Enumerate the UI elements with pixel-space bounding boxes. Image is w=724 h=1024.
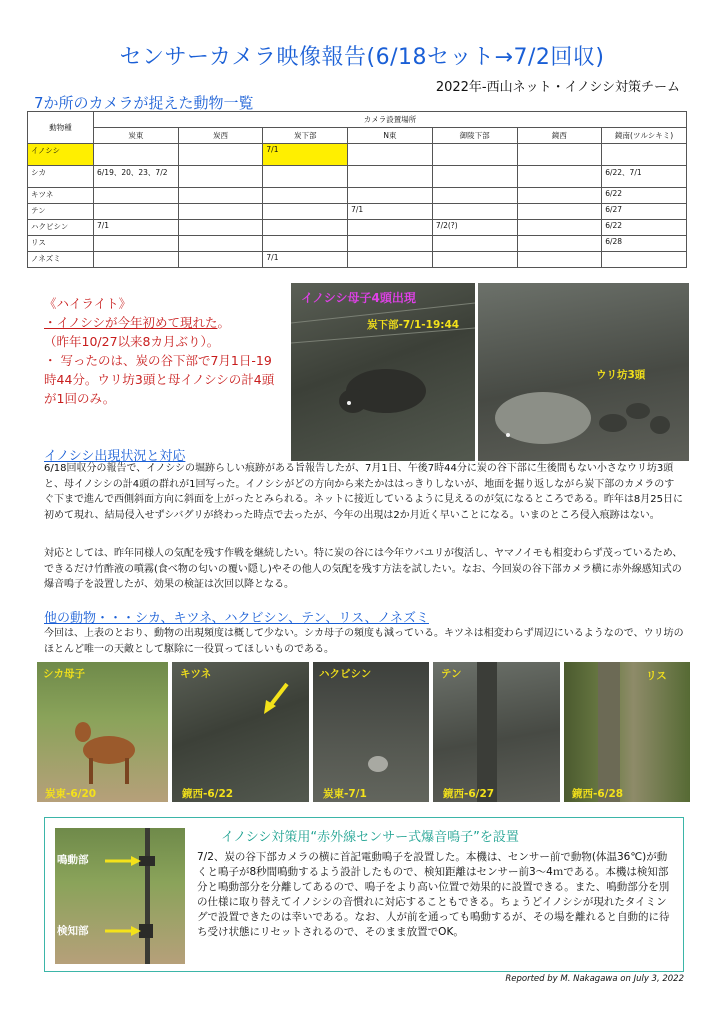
table-row <box>28 188 687 204</box>
table-corner: 動物種 <box>28 112 94 144</box>
section-heading-boar: イノシシ出現状況と対応 <box>44 449 186 464</box>
thumb-place-civet: 炭東-7/1 <box>323 788 367 800</box>
photo-squirrel <box>564 662 690 802</box>
table-cell <box>178 204 263 220</box>
section-others-text: 今回は、上表のとおり、動物の出現頻度は概して少ない。シカ母子の頻度も減っている。キツネは相変わらず周辺にいるようなので、ウリ坊のほとんど唯一の天敵として駆除に一役買ってほしいものである。 <box>44 628 684 655</box>
table-cell <box>94 144 179 166</box>
highlight-title: 《ハイライト》 <box>44 296 132 311</box>
table-cell <box>348 220 433 236</box>
table-cell: 7/1 <box>263 252 348 268</box>
column-header: 鏡南(ツルシキミ) <box>602 128 687 144</box>
thumb-place-fox: 鏡西-6/22 <box>182 788 234 800</box>
thumb-place-marten: 鏡西-6/27 <box>443 788 495 800</box>
table-cell <box>178 188 263 204</box>
table-cell <box>432 204 517 220</box>
table-cell <box>263 204 348 220</box>
row-label: ノネズミ <box>28 252 94 268</box>
tree-trunk <box>433 662 560 802</box>
highlight-line1-end: 。 <box>217 315 230 330</box>
table-header-row <box>28 128 687 144</box>
arrow-icon <box>172 662 309 802</box>
table-cell <box>263 166 348 188</box>
table-cell <box>348 166 433 188</box>
row-label: キツネ <box>28 188 94 204</box>
highlight-line3: ・ 写ったのは、炭の谷下部で7月1日-19時44分。ウリ坊3頭と母イノシシの計4頭が1回のみ。 <box>44 353 275 406</box>
table-cell <box>517 236 602 252</box>
table-cell <box>178 220 263 236</box>
photo-marten <box>433 662 560 802</box>
table-cell <box>178 144 263 166</box>
thumb-place-deer: 炭東-6/20 <box>45 788 97 800</box>
row-label: テン <box>28 204 94 220</box>
photo-caption-main: イノシシ母子4頭出現 <box>301 291 416 305</box>
photo-device <box>55 828 185 964</box>
thumb-label-civet: ハクビシン <box>319 668 372 680</box>
table-cell <box>348 188 433 204</box>
boar-silhouette <box>291 283 475 461</box>
table-row <box>28 144 687 166</box>
table-cell <box>432 166 517 188</box>
table-cell: 6/28 <box>602 236 687 252</box>
photo-caption-piglets: ウリ坊3頭 <box>596 369 646 381</box>
thumb-label-marten: テン <box>441 668 462 680</box>
row-label: ハクビシン <box>28 220 94 236</box>
row-label: リス <box>28 236 94 252</box>
deer-silhouette <box>37 662 168 802</box>
table-cell <box>178 252 263 268</box>
photo-caption-time: 炭下部-7/1-19:44 <box>367 319 460 331</box>
column-header: 御陵下部 <box>432 128 517 144</box>
table-cell <box>517 204 602 220</box>
row-label: イノシシ <box>28 144 94 166</box>
table-cell <box>517 252 602 268</box>
table-cell: 6/22 <box>602 220 687 236</box>
section-heading-animals: 7か所のカメラが捉えた動物一覧 <box>34 94 254 112</box>
section-heading-others: 他の動物・・・シカ、キツネ、ハクビシン、テン、リス、ノネズミ <box>44 611 429 626</box>
table-cell: 7/1 <box>263 144 348 166</box>
table-cell <box>517 188 602 204</box>
table-cell <box>94 204 179 220</box>
section-boar-text: 6/18回収分の報告で、イノシシの堀跡らしい痕跡がある旨報告したが、7月1日、午後7時44分に炭の谷下部に生後間もない小さなウリ坊3頭と、母イノシシの計4頭の群れが1回写った。イノシシがどの方向から来たかははっきりしないが、地面を掘り返しながら炭下部のカメラのすぐ下まで進んで西側斜面方向に斜面を上がったとみられる。ネットに接近しているように見えるのが気になるところである。昨年は8月25日に初めて現れ、結局侵入せずシバグリが終わった時点で去ったが、今年の出現は2か月近く早いことになる。いまのところ侵入痕跡はない。 <box>44 463 683 521</box>
table-row <box>28 252 687 268</box>
table-cell <box>348 252 433 268</box>
device-text: 7/2、炭の谷下部カメラの横に首記電動鳴子を設置した。本機は、センサー前で動物(体温36℃)が動くと鳴子が8秒間鳴動するよう設計したもので、検知距離はセンサー前3～4ｍである。本機は検知部分と鳴動部分を分離してあるので、鳴子をより高い位置で効果的に設置できる。また、鳴動部分を別の仕様に取り替えてイノシシの音慣れに対応することもできる。ちょうどイノシシが現れたタイミングで設置できたのは幸いである。なお、人が前を通っても鳴動するが、その場を離れると自動的に待ち受け状態にリセットされるので、そのまま放置でOK。 <box>197 851 670 938</box>
device-heading: イノシシ対策用“赤外線センサー式爆音鳴子”を設置 <box>221 830 519 845</box>
device-label-bottom: 検知部 <box>57 925 89 937</box>
thumb-label-squirrel: リス <box>646 670 667 682</box>
table-cell <box>348 144 433 166</box>
highlight-block <box>44 294 284 408</box>
photo-civet <box>313 662 429 802</box>
table-cell <box>178 166 263 188</box>
table-cell <box>602 252 687 268</box>
table-row <box>28 236 687 252</box>
photo-fox <box>172 662 309 802</box>
table-cell <box>432 188 517 204</box>
device-label-top: 鳴動部 <box>57 854 89 866</box>
device-box <box>44 817 684 972</box>
table-cell: 7/1 <box>94 220 179 236</box>
column-header: N東 <box>348 128 433 144</box>
table-cell: 6/19、20、23、7/2 <box>94 166 179 188</box>
row-label: シカ <box>28 166 94 188</box>
table-cell: 6/22 <box>602 188 687 204</box>
column-header: 炭西 <box>178 128 263 144</box>
table-group-header: カメラ設置場所 <box>94 112 687 128</box>
thumb-label-fox: キツネ <box>180 668 212 680</box>
table-cell: 6/22、7/1 <box>602 166 687 188</box>
tree-trunk <box>564 662 690 802</box>
table-cell <box>517 144 602 166</box>
table-cell <box>432 252 517 268</box>
photo-deer <box>37 662 168 802</box>
table-cell <box>94 252 179 268</box>
table-cell <box>517 220 602 236</box>
section-boar-text2: 対応としては、昨年同様人の気配を残す作戦を継続したい。特に炭の谷には今年ウバユリが復活し、ヤマノイモも相変わらず茂っているため、できるだけ竹酢液の噴霧(食べ物の匂いの覆い隠し)やその他人の気配を残す方法を試したい。なお、今回炭の谷下部カメラ横に赤外線感知式の爆音鳴子を設置したが、効果の検証は次回以降となる。 <box>44 548 683 590</box>
column-header: 炭下部 <box>263 128 348 144</box>
table-row <box>28 220 687 236</box>
table-cell <box>432 144 517 166</box>
thumb-place-squirrel: 鏡西-6/28 <box>572 788 624 800</box>
table-cell <box>602 144 687 166</box>
thumb-label-deer: シカ母子 <box>43 668 85 680</box>
table-cell: 7/2(?) <box>432 220 517 236</box>
table-cell <box>432 236 517 252</box>
table-cell <box>348 236 433 252</box>
highlight-line1: ・イノシシが今年初めて現れた <box>44 315 218 330</box>
column-header: 炭東 <box>94 128 179 144</box>
boar-piglets-silhouette <box>478 283 689 461</box>
table-cell <box>517 166 602 188</box>
team-name: 2022年-西山ネット・イノシシ対策チーム <box>435 80 680 95</box>
animal-table <box>27 111 687 268</box>
table-cell: 6/27 <box>602 204 687 220</box>
highlight-line2: （昨年10/27以来8カ月ぶり）。 <box>44 334 220 349</box>
photo-boar-2 <box>478 283 689 461</box>
reported-by: Reported by M. Nakagawa on July 3, 2022 <box>505 974 684 984</box>
civet-silhouette <box>313 662 429 802</box>
column-header: 鏡西 <box>517 128 602 144</box>
table-cell <box>178 236 263 252</box>
table-row <box>28 204 687 220</box>
page-title: センサーカメラ映像報告(6/18セット→7/2回収) <box>119 45 605 70</box>
table-cell: 7/1 <box>348 204 433 220</box>
table-row <box>28 166 687 188</box>
table-cell <box>263 236 348 252</box>
table-cell <box>94 188 179 204</box>
photo-boar-1 <box>291 283 475 461</box>
table-cell <box>94 236 179 252</box>
table-cell <box>263 220 348 236</box>
table-cell <box>263 188 348 204</box>
device-pole <box>55 828 185 964</box>
